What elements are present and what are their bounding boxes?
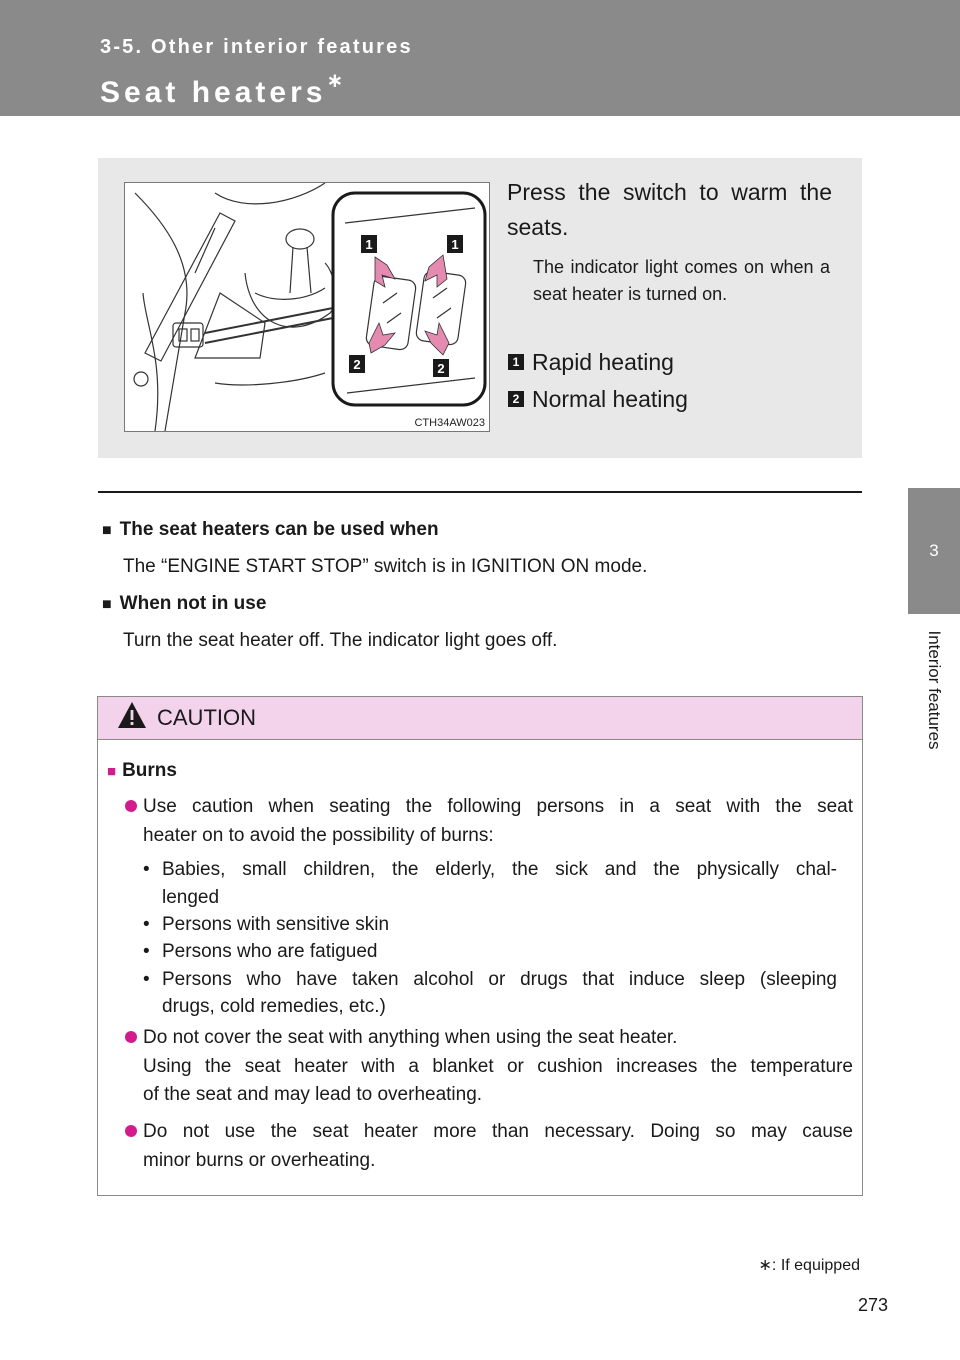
- caution-title: CAUTION: [157, 705, 256, 730]
- divider: [98, 491, 862, 493]
- note-heading: [102, 593, 266, 615]
- legend-number: 1: [508, 354, 524, 370]
- callout-1a: 1: [365, 237, 373, 252]
- sub-bullet-icon: •: [143, 859, 150, 880]
- sub-bullet-icon: •: [143, 914, 150, 935]
- bullet-dot-icon: [125, 1031, 137, 1043]
- caution-heading-text: Burns: [122, 760, 177, 781]
- callout-2b: 2: [437, 361, 445, 376]
- caution-subitem: Babies, small children, the elderly, the sick and the physically chal-: [162, 859, 837, 880]
- note-heading-text: When not in use: [119, 593, 267, 614]
- caution-subitem: lenged: [162, 887, 220, 908]
- equipped-mark: ∗: [326, 70, 344, 92]
- footnote: [759, 1255, 860, 1275]
- equipped-mark: ∗: [758, 1257, 772, 1274]
- caution-item: Do not cover the seat with anything when using the seat heater.: [143, 1027, 678, 1048]
- caution-subitem: drugs, cold remedies, etc.): [162, 996, 386, 1017]
- figure-code: CTH34AW023: [414, 417, 485, 429]
- note-heading: [102, 519, 439, 541]
- caution-subitem: Persons who are fatigued: [162, 941, 378, 962]
- sub-bullet-icon: •: [143, 969, 150, 990]
- legend-number: 2: [508, 391, 524, 407]
- bullet-dot-icon: [125, 1125, 137, 1137]
- caution-subitem: Persons with sensitive skin: [162, 914, 390, 935]
- caution-subitem: Persons who have taken alcohol or drugs that induce sleep (sleeping: [162, 969, 837, 990]
- legend-label: Rapid heating: [532, 348, 674, 375]
- page-title: [100, 72, 343, 110]
- page-number: 273: [857, 1295, 888, 1315]
- caution-item: Using the seat heater with a blanket or cushion increases the temperature: [143, 1056, 853, 1077]
- caution-heading: [107, 756, 177, 786]
- section-label: 3-5. Other interior features: [100, 36, 413, 58]
- chapter-label: Interior features: [925, 630, 944, 750]
- console-drawing: [125, 183, 489, 431]
- warning-triangle-icon: [116, 700, 148, 730]
- square-bullet-icon: ■: [102, 522, 112, 539]
- caution-item: of the seat and may lead to overheating.: [143, 1084, 483, 1105]
- caution-item: Use caution when seating the following persons in a seat with the seat: [143, 796, 853, 817]
- page-title-text: Seat heaters: [100, 76, 327, 109]
- callout-2a: 2: [353, 357, 361, 372]
- note-body: Turn the seat heater off. The indicator light goes off.: [123, 630, 558, 651]
- sub-bullet-icon: •: [143, 941, 150, 962]
- bullet-dot-icon: [125, 800, 137, 812]
- square-bullet-icon: ■: [107, 763, 117, 780]
- legend-label: Normal heating: [532, 385, 688, 412]
- caution-item: Do not use the seat heater more than necessary. Doing so may cause: [143, 1121, 853, 1142]
- square-bullet-icon: ■: [102, 596, 112, 613]
- caution-item: minor burns or overheating.: [143, 1150, 376, 1171]
- legend-item-rapid: [508, 349, 674, 375]
- legend-item-normal: [508, 386, 688, 412]
- figure-subtext: The indicator light comes on when a seat heater is turned on.: [533, 257, 830, 304]
- note-body: The “ENGINE START STOP” switch is in IGNITION ON mode.: [123, 556, 648, 577]
- note-heading-text: The seat heaters can be used when: [119, 519, 439, 540]
- seat-heater-switch-illustration: [124, 182, 490, 432]
- callout-1b: 1: [451, 237, 459, 252]
- footnote-text: : If equipped: [771, 1257, 860, 1274]
- figure-instruction: Press the switch to warm the seats.: [507, 179, 832, 240]
- chapter-tab[interactable]: 3: [908, 488, 960, 614]
- caution-item: heater on to avoid the possibility of burns:: [143, 825, 494, 846]
